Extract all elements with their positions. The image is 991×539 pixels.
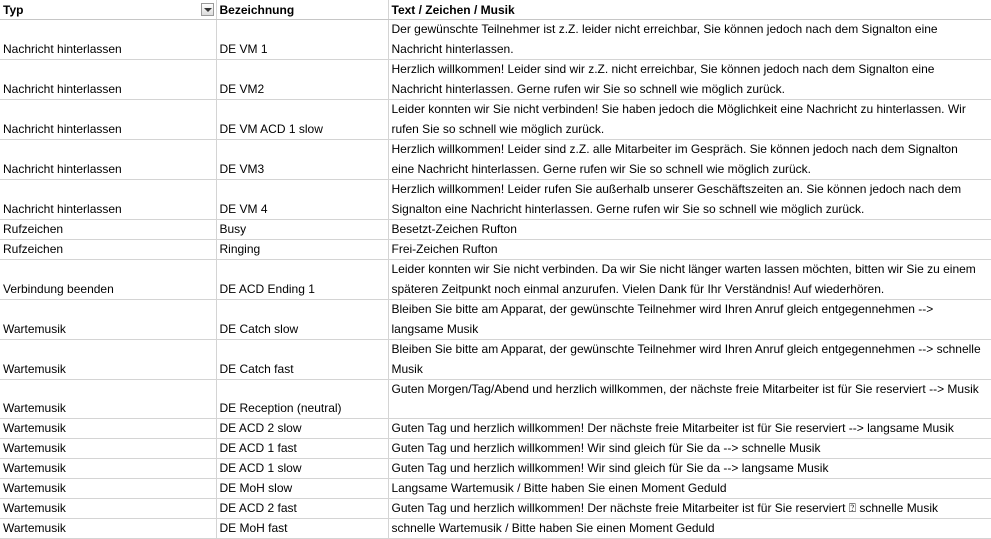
cell-bezeichnung[interactable]: DE ACD 1 slow [216,459,388,479]
header-bezeichnung[interactable]: Bezeichnung [216,0,388,20]
table-row [0,499,991,519]
cell-text[interactable]: Bleiben Sie bitte am Apparat, der gewünschte Teilnehmer wird Ihren Anruf gleich entgegennehmen --> schnelle Musik [388,340,991,380]
cell-text[interactable]: Guten Tag und herzlich willkommen! Der nächste freie Mitarbeiter ist für Sie reserviert --> langsame Musik [388,419,991,439]
header-row [0,0,991,20]
cell-bezeichnung[interactable]: DE ACD 2 slow [216,419,388,439]
cell-bezeichnung[interactable]: DE ACD 2 fast [216,499,388,519]
cell-typ[interactable]: Wartemusik [0,479,216,499]
cell-bezeichnung[interactable]: DE VM2 [216,60,388,100]
cell-bezeichnung[interactable]: DE MoH slow [216,479,388,499]
cell-text[interactable]: Besetzt-Zeichen Rufton [388,220,991,240]
table-row [0,140,991,180]
cell-typ[interactable]: Wartemusik [0,419,216,439]
cell-bezeichnung[interactable]: DE ACD Ending 1 [216,260,388,300]
table-row [0,519,991,539]
cell-text[interactable]: Herzlich willkommen! Leider sind wir z.Z. nicht erreichbar, Sie können jedoch nach dem Signalton eine Nachricht hinterlassen. Gerne rufen wir Sie so schnell wie möglich zurück. [388,60,991,100]
cell-typ[interactable]: Wartemusik [0,380,216,419]
cell-text[interactable]: Bleiben Sie bitte am Apparat, der gewünschte Teilnehmer wird Ihren Anruf gleich entgegennehmen --> langsame Musik [388,300,991,340]
table-row [0,240,991,260]
cell-text[interactable]: Der gewünschte Teilnehmer ist z.Z. leider nicht erreichbar, Sie können jedoch nach dem Signalton eine Nachricht hinterlassen. [388,20,991,60]
cell-typ[interactable]: Rufzeichen [0,240,216,260]
cell-text[interactable]: Frei-Zeichen Rufton [388,240,991,260]
cell-bezeichnung[interactable]: Busy [216,220,388,240]
cell-text[interactable]: schnelle Wartemusik / Bitte haben Sie einen Moment Geduld [388,519,991,539]
table-row [0,419,991,439]
cell-bezeichnung[interactable]: DE Catch fast [216,340,388,380]
cell-typ[interactable]: Nachricht hinterlassen [0,60,216,100]
cell-typ[interactable]: Wartemusik [0,499,216,519]
cell-text[interactable]: Leider konnten wir Sie nicht verbinden! Sie haben jedoch die Möglichkeit eine Nachricht zu hinterlassen. Wir rufen Sie so schnell wie möglich zurück. [388,100,991,140]
cell-typ[interactable]: Wartemusik [0,439,216,459]
cell-text[interactable]: Langsame Wartemusik / Bitte haben Sie einen Moment Geduld [388,479,991,499]
table-row [0,260,991,300]
table-row [0,180,991,220]
cell-text[interactable]: Herzlich willkommen! Leider rufen Sie außerhalb unserer Geschäftszeiten an. Sie können jedoch nach dem Signalton eine Nachricht hinterlassen. Gerne rufen wir Sie so schnell wie möglich zurück. [388,180,991,220]
cell-typ[interactable]: Wartemusik [0,300,216,340]
table-row [0,300,991,340]
cell-bezeichnung[interactable]: DE ACD 1 fast [216,439,388,459]
cell-bezeichnung[interactable]: DE VM 1 [216,20,388,60]
table-row [0,20,991,60]
cell-typ[interactable]: Nachricht hinterlassen [0,140,216,180]
cell-typ[interactable]: Nachricht hinterlassen [0,180,216,220]
cell-text[interactable]: Leider konnten wir Sie nicht verbinden. Da wir Sie nicht länger warten lassen möchten, bitten wir Sie zu einem späteren Zeitpunkt noch einmal anzurufen. Vielen Dank für Ihr Verständnis! Auf wiederhören. [388,260,991,300]
cell-bezeichnung[interactable]: DE MoH fast [216,519,388,539]
cell-text[interactable]: Herzlich willkommen! Leider sind z.Z. alle Mitarbeiter im Gespräch. Sie können jedoch nach dem Signalton eine Nachricht hinterlassen. Gerne rufen wir Sie so schnell wie möglich zurück. [388,140,991,180]
table-row [0,439,991,459]
cell-bezeichnung[interactable]: DE VM ACD 1 slow [216,100,388,140]
cell-text[interactable]: Guten Tag und herzlich willkommen! Wir sind gleich für Sie da --> schnelle Musik [388,439,991,459]
filter-dropdown-icon[interactable] [201,3,214,16]
cell-typ[interactable]: Wartemusik [0,459,216,479]
header-typ[interactable] [0,0,216,20]
cell-text[interactable]: Guten Morgen/Tag/Abend und herzlich willkommen, der nächste freie Mitarbeiter ist für Sie reserviert --> Musik [388,380,991,419]
cell-bezeichnung[interactable]: DE VM 4 [216,180,388,220]
cell-bezeichnung[interactable]: DE Reception (neutral) [216,380,388,419]
table-row [0,60,991,100]
cell-typ[interactable]: Verbindung beenden [0,260,216,300]
table-row [0,340,991,380]
cell-bezeichnung[interactable]: DE Catch slow [216,300,388,340]
cell-text[interactable]: Guten Tag und herzlich willkommen! Wir sind gleich für Sie da --> langsame Musik [388,459,991,479]
table-row [0,100,991,140]
cell-typ[interactable]: Wartemusik [0,340,216,380]
cell-typ[interactable]: Rufzeichen [0,220,216,240]
table-row [0,459,991,479]
header-text[interactable]: Text / Zeichen / Musik [388,0,991,20]
table-row [0,380,991,419]
cell-bezeichnung[interactable]: Ringing [216,240,388,260]
table-row [0,220,991,240]
header-typ-label: Typ [3,2,24,17]
cell-typ[interactable]: Wartemusik [0,519,216,539]
table-row [0,479,991,499]
cell-typ[interactable]: Nachricht hinterlassen [0,100,216,140]
cell-text[interactable]: Guten Tag und herzlich willkommen! Der nächste freie Mitarbeiter ist für Sie reserviert ⍰ schnelle Musik [388,499,991,519]
cell-typ[interactable]: Nachricht hinterlassen [0,20,216,60]
cell-bezeichnung[interactable]: DE VM3 [216,140,388,180]
